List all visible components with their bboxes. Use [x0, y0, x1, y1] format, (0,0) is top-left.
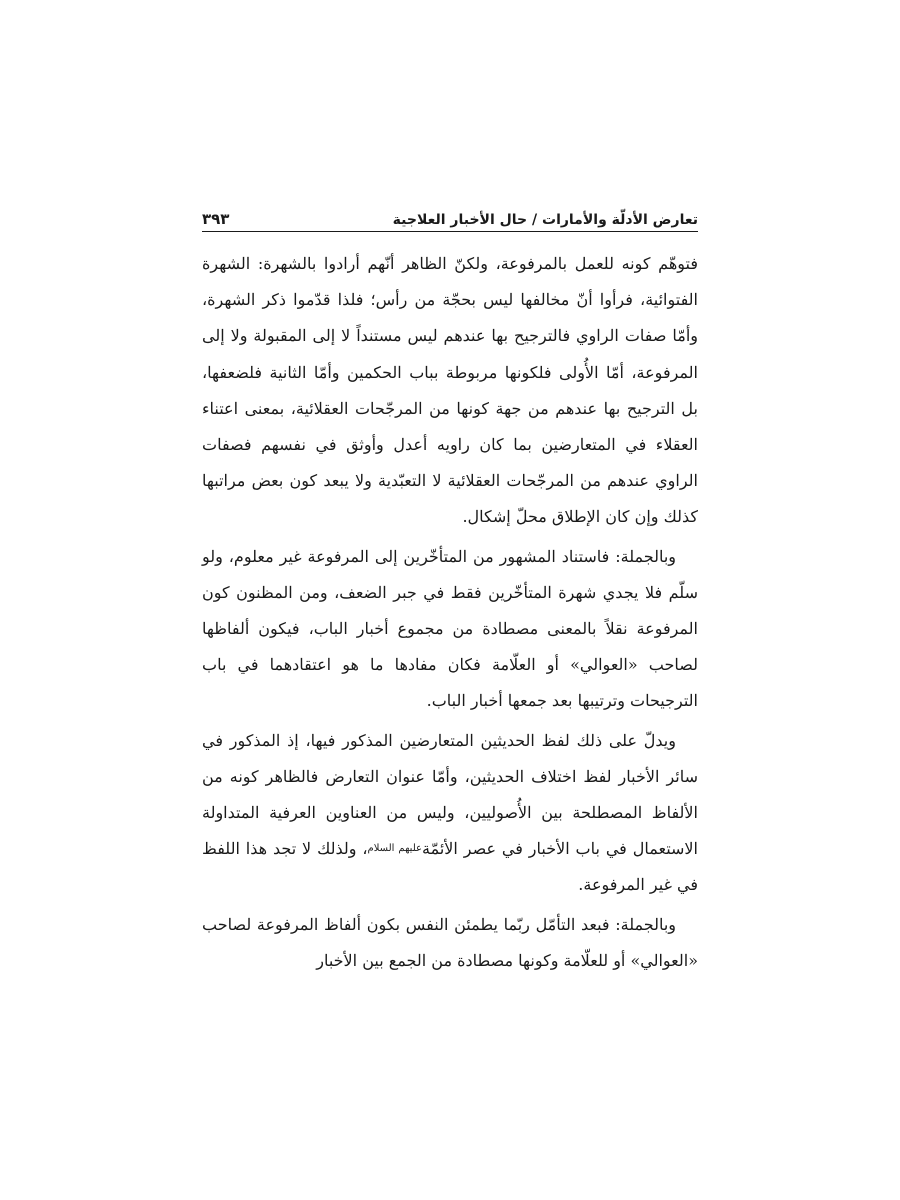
- paragraph-3-text-after: ، ولذلك لا تجد هذا اللفظ في غير المرفوعة.: [202, 839, 698, 895]
- paragraph-2: وبالجملة: فاستناد المشهور من المتأخّرين إلى المرفوعة غير معلوم، ولو سلّم فلا يجدي شهرة المتأخّرين فقط في جبر الضعف، ومن المظنون كون المرفوعة نقلاً بالمعنى مصطادة من مجموع أخبار الباب، فيكون ألفاظها لصاحب «العوالي» أو العلّامة فكان مفادها ما هو اعتقادهما في باب الترجيحات وترتيبها بعد جمعها أخبار الباب.: [202, 546, 699, 711]
- page-number: ٣٩٣: [202, 210, 230, 228]
- paragraph-3-text-before: ويدلّ على ذلك لفظ الحديثين المتعارضين المذكور فيها، إذ المذكور في سائر الأخبار لفظ اختلاف الحديثين، وأمّا عنوان التعارض فالظاهر كونه من الألفاظ المصطلحة بين الأُصوليين، وليس من العناوين العرفية المتداولة الاستعمال في باب الأخبار في عصر الأئمّة: [202, 730, 699, 859]
- body-text: [202, 246, 698, 982]
- paragraph-4: وبالجملة: فبعد التأمّل ربّما يطمئن النفس بكون ألفاظ المرفوعة لصاحب «العوالي» أو للعلّامة وكونها مصطادة من الجمع بين الأخبار: [202, 914, 698, 970]
- running-header: [202, 198, 698, 228]
- header-rule: [202, 231, 698, 232]
- header-title: تعارض الأدلّة والأمارات / حال الأخبار العلاجية: [392, 212, 698, 228]
- paragraph-3: [202, 723, 698, 904]
- paragraph-1: فتوهّم كونه للعمل بالمرفوعة، ولكنّ الظاهر أنّهم أرادوا بالشهرة: الشهرة الفتوائية، فرأوا أنّ مخالفها ليس بحجّة من رأس؛ فلذا قدّموا ذكر الشهرة، وأمّا صفات الراوي فالترجيح بها عندهم ليس مستنداً لا إلى المقبولة ولا إلى المرفوعة، أمّا الأُولى فلكونها مربوطة بباب الحكمين وأمّا الثانية فلضعفها، بل الترجيح بها عندهم من جهة كونها من المرجّحات العقلائية، بمعنى اعتناء العقلاء في المتعارضين بما كان راويه أعدل وأوثق في نفسهم فصفات الراوي عندهم من المرجّحات العقلائية لا التعبّدية ولا يبعد كون بعض مراتبها كذلك وإن كان الإطلاق محلّ إشكال.: [202, 254, 698, 527]
- honorific-glyph: عليهم السلام: [367, 843, 422, 855]
